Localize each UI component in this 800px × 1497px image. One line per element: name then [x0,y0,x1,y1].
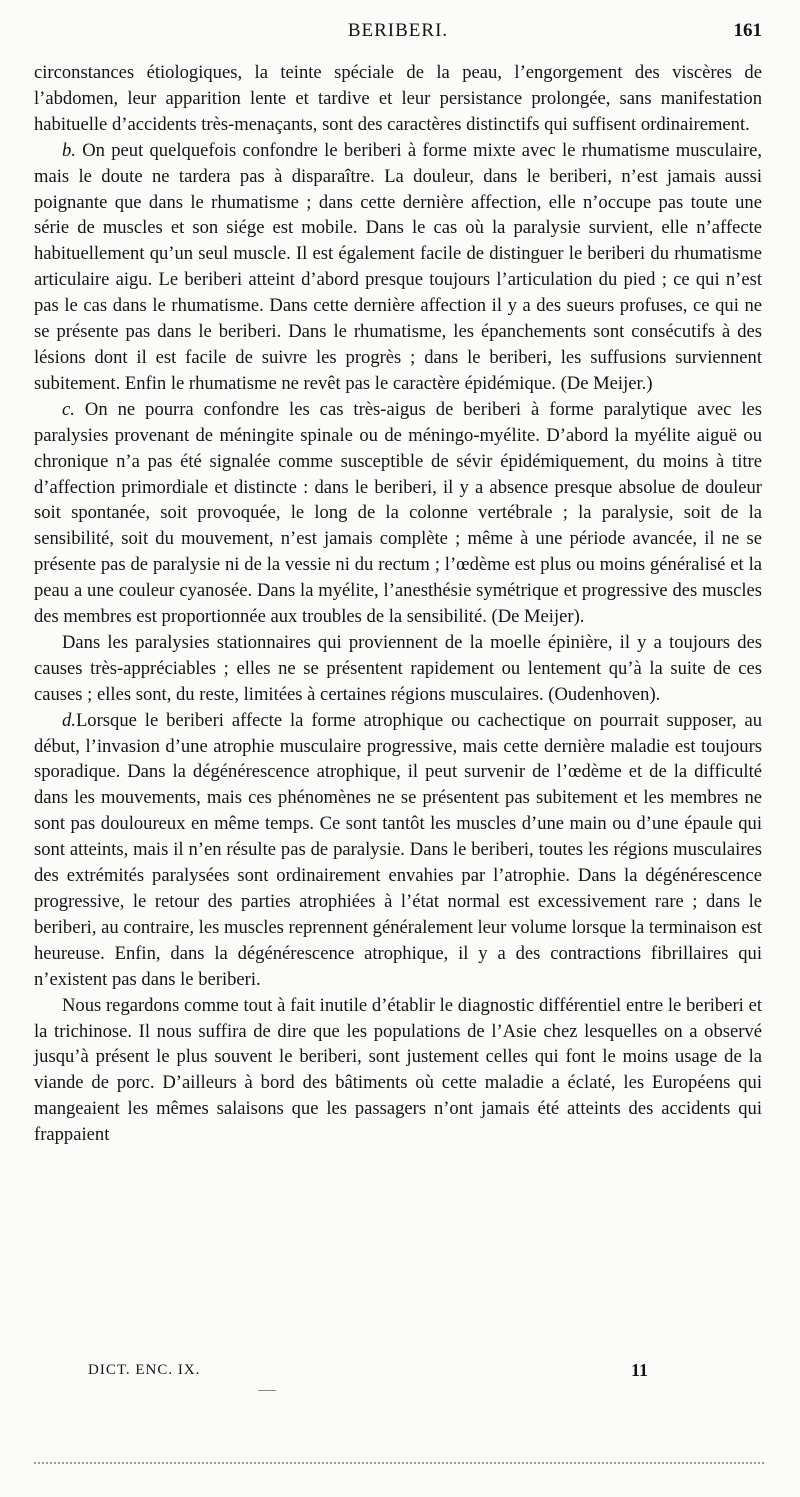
paragraph-label: b. [62,139,76,161]
paragraph-label: c. [62,398,75,420]
paragraph-continuation [34,60,762,138]
print-mark [258,1390,276,1391]
paragraph-c [34,397,762,630]
paragraph-text: Lorsque le beriberi affecte la forme atrophique ou cachectique on pourrait supposer, au début, l’invasion d’une atrophie musculaire progressive, mais cette dernière maladie est toujours sporadique. Dans la dégénérescence atrophique, il peut survenir de l’œdème et de la difficulté dans les mouvements, mais ces phénomènes ne se présentent pas subitement et les membres ne sont pas douloureux en même temps. Ce sont tantôt les muscles d’une main ou d’une épaule qui sont atteints, mais il n’en résulte pas de paralysie. Dans le beriberi, toutes les régions musculaires des extrémités paralysées sont ordinairement envahies par l’atrophie. Dans la dégénérescence progressive, le retour des parties atrophiées à l’état normal est excessivement rare ; dans le beriberi, au contraire, les muscles reprennent généralement leur volume lorsque la terminaison est heureuse. Enfin, dans la dégénérescence atrophique, il y a des contractions fibrillaires qui n’existent pas dans le beriberi. [34,709,762,990]
paragraph-text: Dans les paralysies stationnaires qui proviennent de la moelle épinière, il y a toujours des causes très-appréciables ; elles ne se présentent rapidement ou lentement qu’à la suite de ces causes ; elles sont, du reste, limitées à certaines régions musculaires. (Oudenhoven). [34,631,762,705]
printer-signature: DICT. ENC. IX. [88,1362,201,1378]
paragraph-text: circonstances étiologiques, la teinte spéciale de la peau, l’engorgement des viscères de l’abdomen, leur apparition lente et tardive et leur persistance prolongée, sans manifestation habituelle d’accidents très-menaçants, sont des caractères distinctifs qui suffisent ordinairement. [34,62,762,135]
paragraph-d [34,708,762,993]
running-header [34,20,762,46]
running-title: BERIBERI. [347,20,449,41]
body-text [34,60,762,1148]
paragraph-label: d. [62,709,76,731]
page-footer [88,1362,648,1386]
paragraph-paralysies [34,630,762,708]
paragraph-text: On ne pourra confondre les cas très-aigus de beriberi à forme paralytique avec les paralysies provenant de méningite spinale ou de méningo-myélite. D’abord la myélite aiguë ou chronique n’a pas été signalée comme susceptible de sévir épidémiquement, du moins à titre d’affection primordiale et distincte : dans le beriberi, il y a absence presque absolue de douleur soit spontanée, soit provoquée, le long de la colonne vertébrale ; la paralysie, soit de la sensibilité, soit du mouvement, n’est jamais complète ; même à une période avancée, il ne se présente pas de paralysie ni de la vessie ni du rectum ; l’œdème est plus ou moins généralisé et la peau a une couleur cyanosée. Dans la myélite, l’anesthésie symétrique et progressive des muscles des membres est proportionnée aux troubles de la sensibilité. (De Meijer). [34,398,762,628]
page-number: 161 [733,20,762,41]
sheet-number: 11 [630,1360,648,1380]
paragraph-b [34,138,762,397]
paragraph-text: On peut quelquefois confondre le beriberi à forme mixte avec le rhumatisme musculaire, mais le doute ne tardera pas à disparaître. La douleur, dans le beriberi, n’est jamais aussi poignante que dans le rhumatisme ; dans cette dernière affection, elle n’occupe pas toute une série de muscles et son siége est mobile. Dans le cas où la paralysie survient, elle n’affecte habituellement qu’un seul muscle. Il est également facile de distinguer le beriberi du rhumatisme articulaire aigu. Le beriberi atteint d’abord presque toujours l’articulation du pied ; ce qui n’est pas le cas dans le rhumatisme. Dans cette dernière affection il y a des sueurs profuses, ce qui ne se présente pas dans le beriberi. Dans le rhumatisme, les épanchements sont consécutifs à des lésions dont il est facile de suivre les progrès ; dans le beriberi, les suffusions surviennent subitement. Enfin le rhumatisme ne revêt pas le caractère épidémique. (De Meijer.) [34,139,762,394]
paragraph-text: Nous regardons comme tout à fait inutile d’établir le diagnostic différentiel entre le beriberi et la trichinose. Il nous suffira de dire que les populations de l’Asie chez lesquelles on a observé jusqu’à présent le plus souvent le beriberi, sont justement celles qui font le moins usage de la viande de porc. D’ailleurs à bord des bâtiments où cette maladie a éclaté, les Européens qui mangeaient les mêmes salaisons que les passagers n’ont jamais été atteints des accidents qui frappaient [34,994,762,1146]
paragraph-trichinose [34,993,762,1148]
dotted-rule [34,1462,764,1464]
